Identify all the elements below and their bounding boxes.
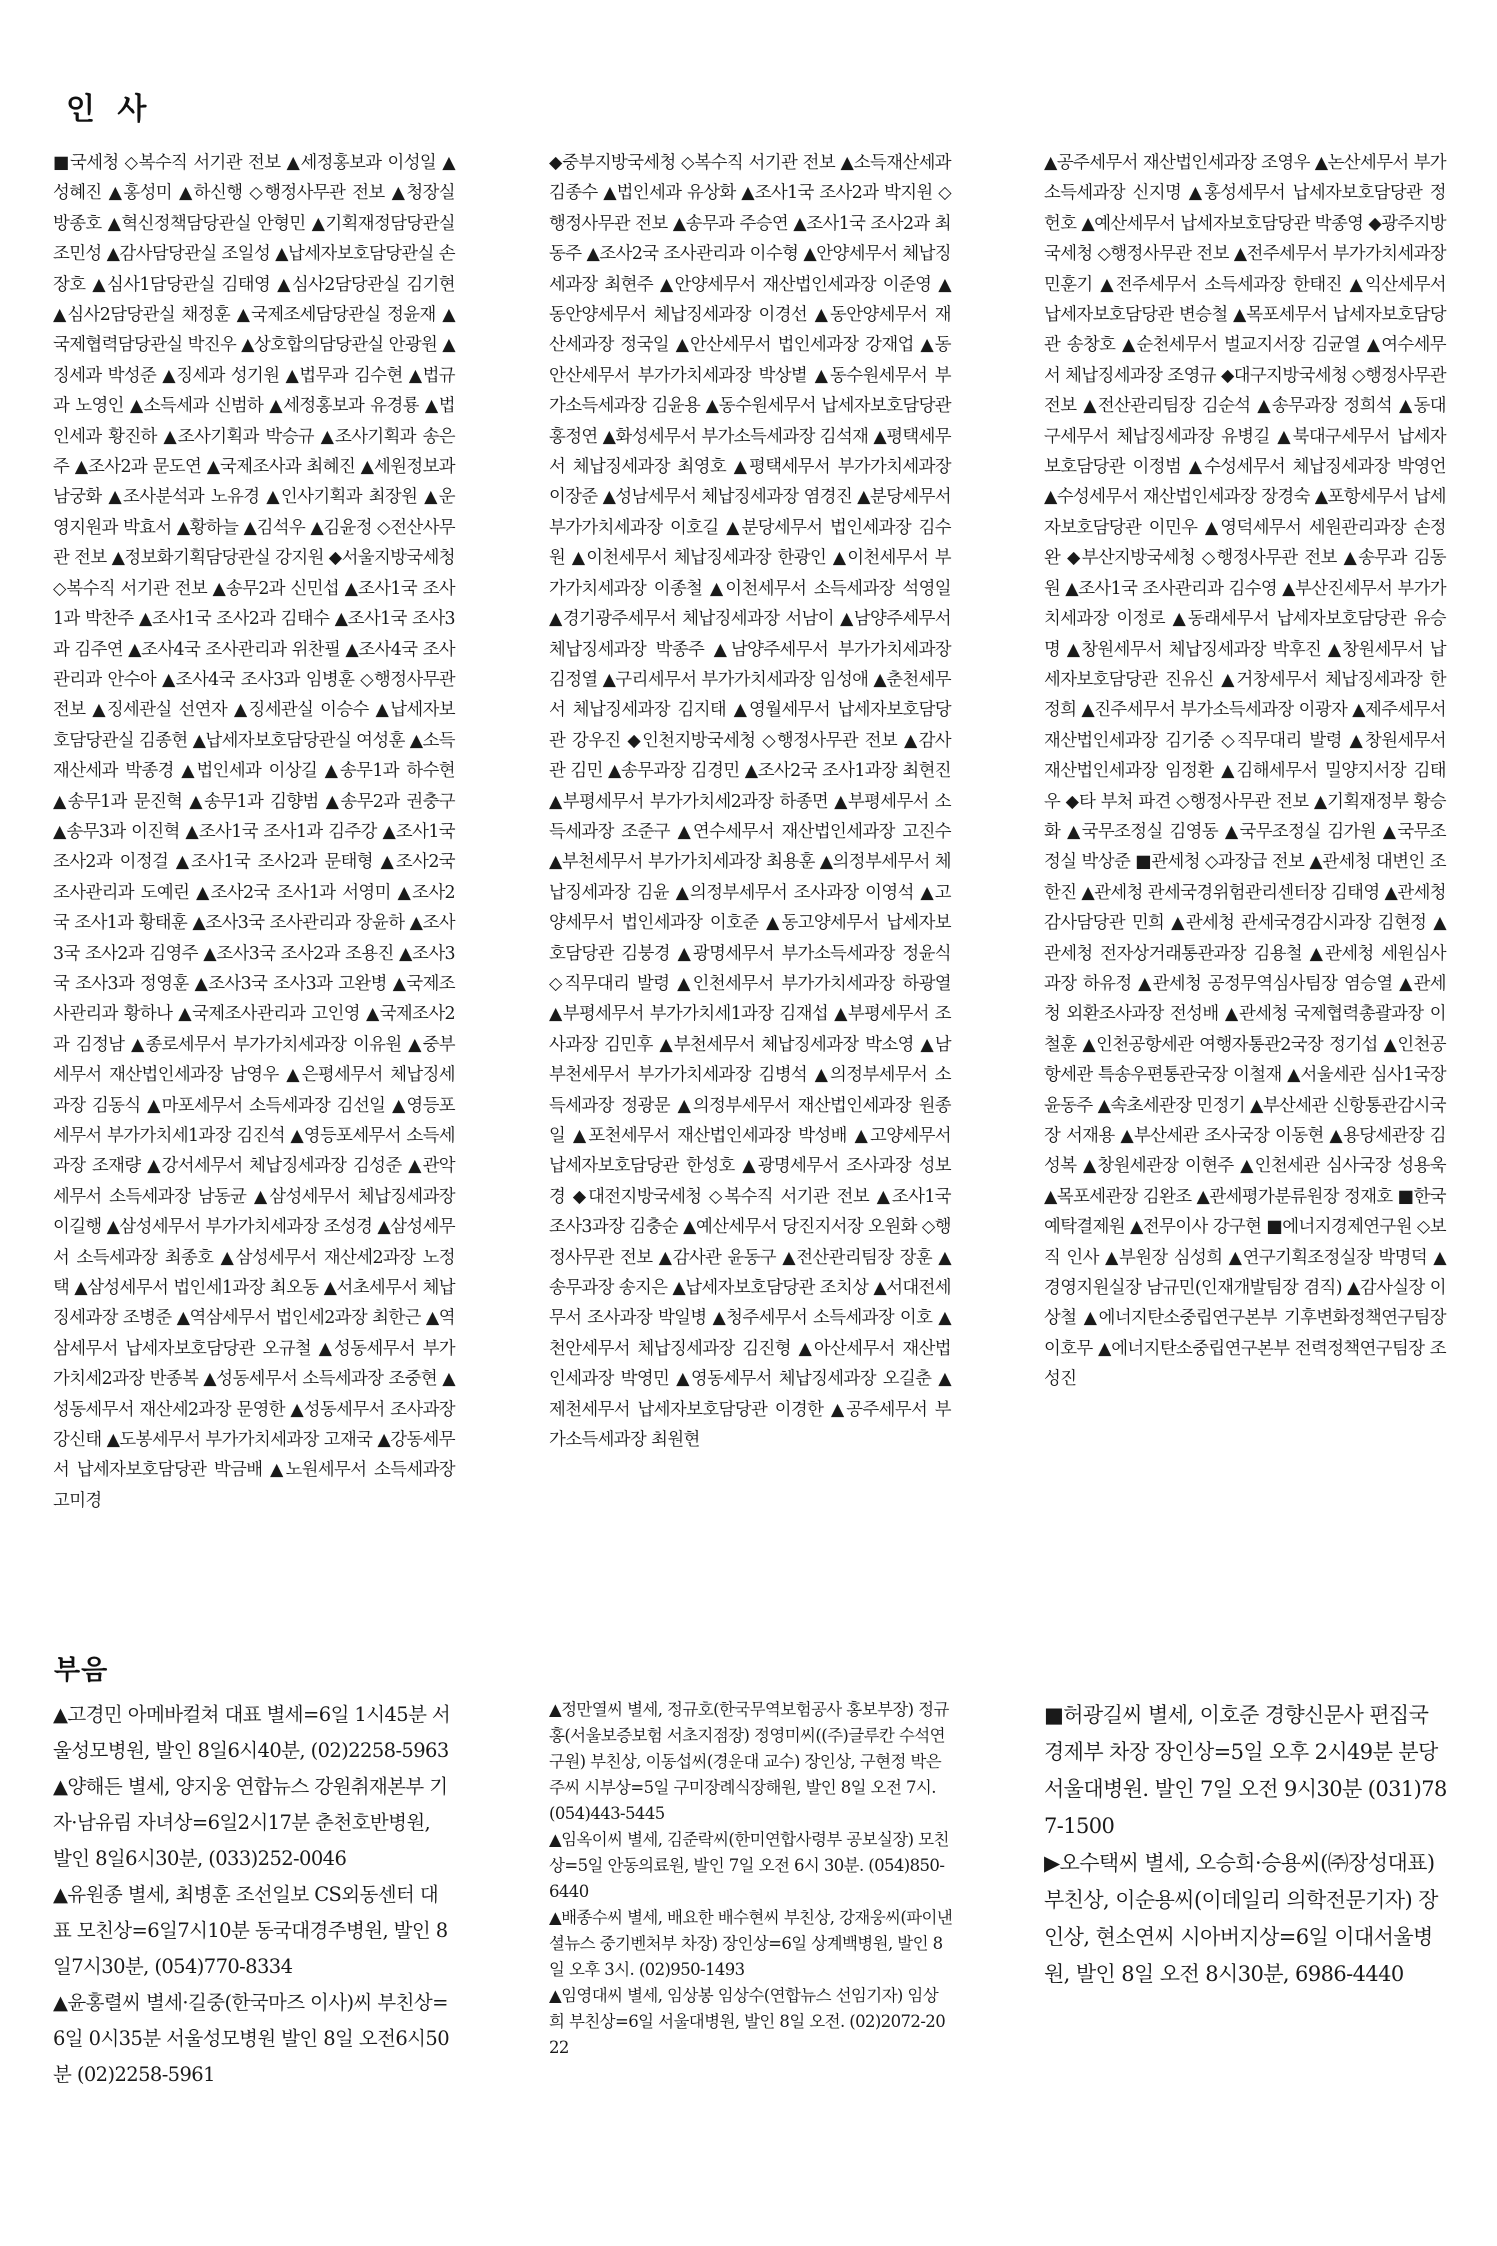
obituary-entry: ▲정만열씨 별세, 정규호(한국무역보험공사 홍보부장) 정규홍(서울보증보험 서초지점장) 정영미씨((주)글루칸 수석연구원) 부친상, 이동섭씨(경운대 교수) 장인상, 구현정 박은주씨 시부상=5일 구미장례식장해원, 발인 8일 오전 7시. (054)443-5445 [549, 1700, 949, 1823]
obituary-entry: ▲윤홍렬씨 별세·길중(한국마즈 이사)씨 부친상=6일 0시35분 서울성모병원 발인 8일 오전6시50분 (02)2258-5961 [53, 1991, 449, 2086]
obituary-entry: ▶오수택씨 별세, 오승희·승용씨(㈜장성대표) 부친상, 이순용씨(이데일리 의학전문기자) 장인상, 현소연씨 시아버지상=6일 이대서울병원, 발인 8일 오전 8시30분, 6986-4440 [1044, 1851, 1438, 1986]
bueum-column-1 [53, 1697, 453, 2117]
obituary-entry: ▲유원종 별세, 최병훈 조선일보 CS외동센터 대표 모친상=6일7시10분 동국대경주병원, 발인 8일7시30분, (054)770-8334 [53, 1883, 448, 1978]
bueum-column-3 [1044, 1697, 1454, 2027]
insa-column-1: ■국세청 ◇복수직 서기관 전보 ▲세정홍보과 이성일 ▲성혜진 ▲홍성미 ▲하신행 ◇행정사무관 전보 ▲청장실 방종호 ▲혁신정책담당관실 안형민 ▲기획재정담당관실 조민성 ▲감사담당관실 조일성 ▲납세자보호담당관실 손장호 ▲심사1담당관실 김태영 ▲심사2담당관실 김기현 ▲심사2담당관실 채정훈 ▲국제조세담당관실 정윤재 ▲국제협력담당관실 박진우 ▲상호합의담당관실 안광원 ▲징세과 박성준 ▲징세과 성기원 ▲법무과 김수현 ▲법규과 노영인 ▲소득세과 신범하 ▲세정홍보과 유경룡 ▲법인세과 황진하 ▲조사기획과 박승규 ▲조사기획과 송은주 ▲조사2과 문도연 ▲국제조사과 최혜진 ▲세원정보과 남궁화 ▲조사분석과 노유경 ▲인사기획과 최장원 ▲운영지원과 박효서 ▲황하늘 ▲김석우 ▲김윤정 ◇전산사무관 전보 ▲정보화기획담당관실 강지원 ◆서울지방국세청 ◇복수직 서기관 전보 ▲송무2과 신민섭 ▲조사1국 조사1과 박찬주 ▲조사1국 조사2과 김태수 ▲조사1국 조사3과 김주연 ▲조사4국 조사관리과 위찬필 ▲조사4국 조사관리과 안수아 ▲조사4국 조사3과 임병훈 ◇행정사무관 전보 ▲징세관실 선연자 ▲징세관실 이승수 ▲납세자보호담당관실 김종현 ▲납세자보호담당관실 여성훈 ▲소득재산세과 박종경 ▲법인세과 이상길 ▲송무1과 하수현 ▲송무1과 문진혁 ▲송무1과 김향범 ▲송무2과 권충구 ▲송무3과 이진혁 ▲조사1국 조사1과 김주강 ▲조사1국 조사2과 이정걸 ▲조사1국 조사2과 문태형 ▲조사2국 조사관리과 도예린 ▲조사2국 조사1과 서영미 ▲조사2국 조사1과 황태훈 ▲조사3국 조사관리과 장윤하 ▲조사3국 조사2과 김영주 ▲조사3국 조사2과 조용진 ▲조사3국 조사3과 정영훈 ▲조사3국 조사3과 고완병 ▲국제조사관리과 황하나 ▲국제조사관리과 고인영 ▲국제조사2과 김정남 ▲종로세무서 부가가치세과장 이유원 ▲중부세무서 재산법인세과장 남영우 ▲은평세무서 체납징세과장 김동식 ▲마포세무서 소득세과장 김선일 ▲영등포세무서 부가가치세1과장 김진석 ▲영등포세무서 소득세과장 조재량 ▲강서세무서 체납징세과장 김성준 ▲관악세무서 소득세과장 남동균 ▲삼성세무서 체납징세과장 이길행 ▲삼성세무서 부가가치세과장 조성경 ▲삼성세무서 소득세과장 최종호 ▲삼성세무서 재산세2과장 노정택 ▲삼성세무서 법인세1과장 최오동 ▲서초세무서 체납징세과장 조병준 ▲역삼세무서 법인세2과장 최한근 ▲역삼세무서 납세자보호담당관 오규철 ▲성동세무서 부가가치세2과장 반종복 ▲성동세무서 소득세과장 조중현 ▲성동세무서 재산세2과장 문영한 ▲성동세무서 조사과장 강신태 ▲도봉세무서 부가가치세과장 고재국 ▲강동세무서 납세자보호담당관 박금배 ▲노원세무서 소득세과장 고미경 [53, 153, 455, 1511]
insa-column-3: ▲공주세무서 재산법인세과장 조영우 ▲논산세무서 부가소득세과장 신지명 ▲홍성세무서 납세자보호담당관 정헌호 ▲예산세무서 납세자보호담당관 박종영 ◆광주지방국세청 ◇행정사무관 전보 ▲전주세무서 부가가치세과장 민훈기 ▲전주세무서 소득세과장 한태진 ▲익산세무서 납세자보호담당관 변승철 ▲목포세무서 납세자보호담당관 송창호 ▲순천세무서 벌교지서장 김균열 ▲여수세무서 체납징세과장 조영규 ◆대구지방국세청 ◇행정사무관 전보 ▲전산관리팀장 김순석 ▲송무과장 정희석 ▲동대구세무서 체납징세과장 유병길 ▲북대구세무서 납세자보호담당관 이정범 ▲수성세무서 체납징세과장 박영언 ▲수성세무서 재산법인세과장 장경숙 ▲포항세무서 납세자보호담당관 이민우 ▲영덕세무서 세원관리과장 손정완 ◆부산지방국세청 ◇행정사무관 전보 ▲송무과 김동원 ▲조사1국 조사관리과 김수영 ▲부산진세무서 부가가치세과장 이정로 ▲동래세무서 납세자보호담당관 유승명 ▲창원세무서 체납징세과장 박후진 ▲창원세무서 납세자보호담당관 진유신 ▲거창세무서 체납징세과장 한정희 ▲진주세무서 부가소득세과장 이광자 ▲제주세무서 재산법인세과장 김기중 ◇직무대리 발령 ▲창원세무서 재산법인세과장 임정환 ▲김해세무서 밀양지서장 김태우 ◆타 부처 파견 ◇행정사무관 전보 ▲기획재정부 황승화 ▲국무조정실 김영동 ▲국무조정실 김가원 ▲국무조정실 박상준 ■관세청 ◇과장급 전보 ▲관세청 대변인 조한진 ▲관세청 관세국경위험관리센터장 김태영 ▲관세청 감사담당관 민희 ▲관세청 관세국경감시과장 김현정 ▲관세청 전자상거래통관과장 김용철 ▲관세청 세원심사과장 하유정 ▲관세청 공정무역심사팀장 염승열 ▲관세청 외환조사과장 전성배 ▲관세청 국제협력총괄과장 이철훈 ▲인천공항세관 여행자통관2국장 정기섭 ▲인천공항세관 특송우편통관국장 이철재 ▲서울세관 심사1국장 윤동주 ▲속초세관장 민정기 ▲부산세관 신항통관감시국장 서재용 ▲부산세관 조사국장 이동현 ▲용당세관장 김성복 ▲창원세관장 이현주 ▲인천세관 심사국장 성용욱 ▲목포세관장 김완조 ▲관세평가분류원장 정재호 ■한국예탁결제원 ▲전무이사 강구현 ■에너지경제연구원 ◇보직 인사 ▲부원장 심성희 ▲연구기획조정실장 박명덕 ▲경영지원실장 남규민(인재개발팀장 겸직) ▲감사실장 이상철 ▲에너지탄소중립연구본부 기후변화정책연구팀장 이호무 ▲에너지탄소중립연구본부 전력정책연구팀장 조성진 [1044, 153, 1446, 1390]
obituary-entry: ▲임영대씨 별세, 임상봉 임상수(연합뉴스 선임기자) 임상희 부친상=6일 서울대병원, 발인 8일 오전. (02)2072-2022 [549, 1986, 946, 2057]
obituary-entry: ■허광길씨 별세, 이호준 경향신문사 편집국 경제부 차장 장인상=5일 오후 2시49분 분당서울대병원. 발인 7일 오전 9시30분 (031)787-1500 [1044, 1703, 1447, 1838]
obituary-entry: ▲배종수씨 별세, 배요한 배수현씨 부친상, 강재웅씨(파이낸셜뉴스 중기벤처부 차장) 장인상=6일 상계백병원, 발인 8일 오후 3시. (02)950-1493 [549, 1908, 953, 1979]
section-title-insa: 인 사 [66, 92, 153, 127]
obituary-entry: ▲고경민 아메바컬쳐 대표 별세=6일 1시45분 서울성모병원, 발인 8일6시40분, (02)2258-5963 [53, 1703, 451, 1762]
obituary-entry: ▲양해든 별세, 양지웅 연합뉴스 강원취재본부 기자·남유림 자녀상=6일2시17분 춘천호반병원, 발인 8일6시30분, (033)252-0046 [53, 1775, 448, 1870]
bueum-column-2 [549, 1697, 953, 2077]
obituary-entry: ▲임옥이씨 별세, 김준락씨(한미연합사령부 공보실장) 모친상=5일 안동의료원, 발인 7일 오전 6시 30분. (054)850-6440 [549, 1830, 949, 1901]
section-title-bueum: 부음 [54, 1655, 109, 1686]
insa-column-2: ◆중부지방국세청 ◇복수직 서기관 전보 ▲소득재산세과 김종수 ▲법인세과 유상화 ▲조사1국 조사2과 박지원 ◇행정사무관 전보 ▲송무과 주승연 ▲조사1국 조사2과 최동주 ▲조사2국 조사관리과 이수형 ▲안양세무서 체납징세과장 최현주 ▲안양세무서 재산법인세과장 이준영 ▲동안양세무서 체납징세과장 이경선 ▲동안양세무서 재산세과장 정국일 ▲안산세무서 법인세과장 강재업 ▲동안산세무서 부가가치세과장 박상볕 ▲동수원세무서 부가소득세과장 김윤용 ▲동수원세무서 납세자보호담당관 홍정연 ▲화성세무서 부가소득세과장 김석재 ▲평택세무서 체납징세과장 최영호 ▲평택세무서 부가가치세과장 이장준 ▲성남세무서 체납징세과장 염경진 ▲분당세무서 부가가치세과장 이호길 ▲분당세무서 법인세과장 김수원 ▲이천세무서 체납징세과장 한광인 ▲이천세무서 부가가치세과장 이종철 ▲이천세무서 소득세과장 석영일 ▲경기광주세무서 체납징세과장 서남이 ▲남양주세무서 체납징세과장 박종주 ▲남양주세무서 부가가치세과장 김정열 ▲구리세무서 부가가치세과장 임성애 ▲춘천세무서 체납징세과장 김지태 ▲영월세무서 납세자보호담당관 강우진 ◆인천지방국세청 ◇행정사무관 전보 ▲감사관 김민 ▲송무과장 김경민 ▲조사2국 조사1과장 최현진 ▲부평세무서 부가가치세2과장 하종면 ▲부평세무서 소득세과장 조준구 ▲연수세무서 재산법인세과장 고진수 ▲부천세무서 부가가치세과장 최용훈 ▲의정부세무서 체납징세과장 김윤 ▲의정부세무서 조사과장 이영석 ▲고양세무서 법인세과장 이호준 ▲동고양세무서 납세자보호담당관 김붕경 ▲광명세무서 부가소득세과장 정윤식 ◇직무대리 발령 ▲인천세무서 부가가치세과장 하광열 ▲부평세무서 부가가치세1과장 김재섭 ▲부평세무서 조사과장 김민후 ▲부천세무서 체납징세과장 박소영 ▲남부천세무서 부가가치세과장 김병석 ▲의정부세무서 소득세과장 정광문 ▲의정부세무서 재산법인세과장 원종일 ▲포천세무서 재산법인세과장 박성배 ▲고양세무서 납세자보호담당관 한성호 ▲광명세무서 조사과장 성보경 ◆대전지방국세청 ◇복수직 서기관 전보 ▲조사1국 조사3과장 김충순 ▲예산세무서 당진지서장 오원화 ◇행정사무관 전보 ▲감사관 윤동구 ▲전산관리팀장 장훈 ▲송무과장 송지은 ▲납세자보호담당관 조치상 ▲서대전세무서 조사과장 박일병 ▲청주세무서 소득세과장 이호 ▲천안세무서 체납징세과장 김진형 ▲아산세무서 재산법인세과장 박영민 ▲영동세무서 체납징세과장 오길춘 ▲제천세무서 납세자보호담당관 이경한 ▲공주세무서 부가소득세과장 최원현 [549, 153, 951, 1451]
